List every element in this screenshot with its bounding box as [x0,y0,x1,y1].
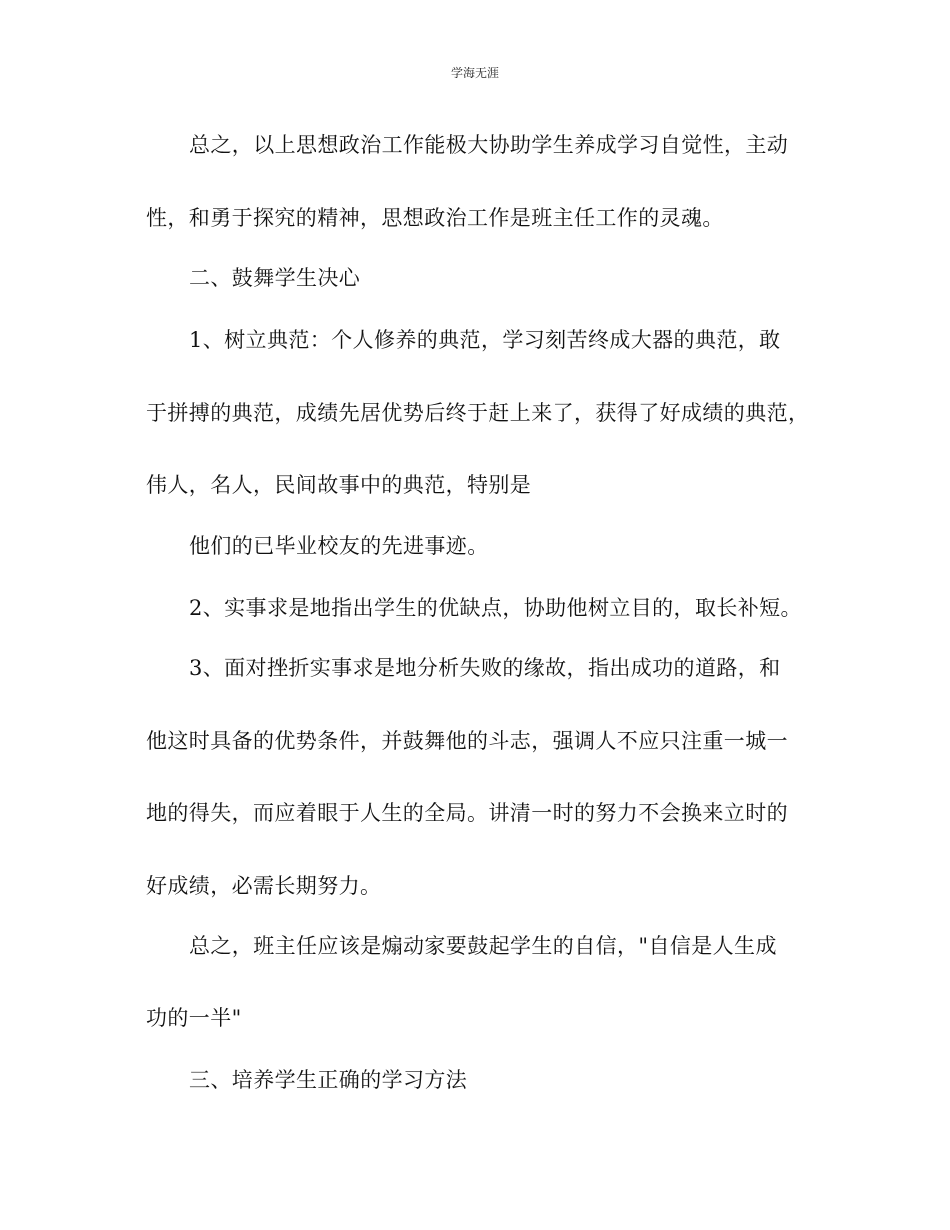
paragraph-line: 他这时具备的优势条件，并鼓舞他的斗志，强调人不应只注重一城一 [146,729,788,753]
paragraph-line: 2、实事求是地指出学生的优缺点，协助他树立目的，取长补短。 [189,596,802,620]
paragraph-line: 1、树立典范：个人修养的典范，学习刻苦终成大器的典范，敢 [189,328,781,352]
paragraph-line: 总之，以上思想政治工作能极大协助学生养成学习自觉性，主动 [189,133,789,157]
section-heading: 三、培养学生正确的学习方法 [189,1068,468,1092]
paragraph-line: 他们的已毕业校友的先进事迹。 [189,534,489,558]
paragraph-line: 功的一半" [146,1006,242,1030]
page-header: 学海无涯 [450,66,499,80]
paragraph-line: 地的得失，而应着眼于人生的全局。讲清一时的努力不会换来立时的 [146,801,788,825]
paragraph-line: 好成绩，必需长期努力。 [146,874,382,898]
paragraph-line: 性，和勇于探究的精神，思想政治工作是班主任工作的灵魂。 [146,206,724,230]
paragraph-line: 于拼搏的典范，成绩先居优势后终于赶上来了，获得了好成绩的典范， [146,401,810,425]
paragraph-line: 伟人，名人，民间故事中的典范，特别是 [146,473,532,497]
paragraph-line: 总之，班主任应该是煽动家要鼓起学生的自信，"自信是人生成 [189,934,777,958]
paragraph-line: 3、面对挫折实事求是地分析失败的缘故，指出成功的道路，和 [189,656,781,680]
section-heading: 二、鼓舞学生决心 [189,266,361,290]
